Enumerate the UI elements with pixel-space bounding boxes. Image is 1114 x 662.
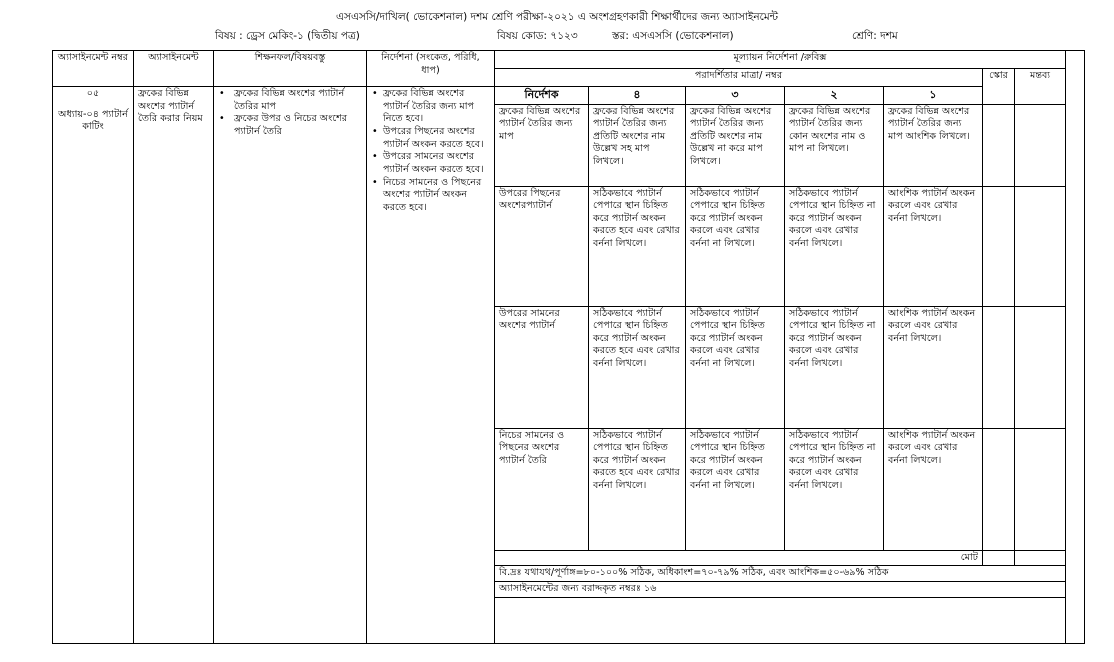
remark-cell	[1015, 306, 1066, 428]
remark-cell	[1015, 186, 1066, 306]
instruction-item: • নিচের সামনের ও পিছনের অংশের প্যাটার্ন অংকন করতে হবে।	[383, 177, 490, 215]
rubric-indicator: উপরের পিছনের অংশেরপ্যাটার্ন	[495, 186, 589, 306]
score-cell	[983, 306, 1015, 428]
total-label: মোট	[495, 550, 983, 566]
assignment-chapter: অধ্যায়-০৪ প্যাটার্ন কাটিং	[58, 108, 128, 133]
class-label: শ্রেণি: দশম	[852, 30, 898, 42]
allotted-marks: অ্যাসাইনমেন্টের জন্য বরাদ্দকৃত নম্বরঃ ১৬	[495, 582, 1066, 598]
col-assignment-no: অ্যাসাইনমেন্ট নম্বর	[53, 51, 134, 87]
score-2-header: ২	[785, 87, 884, 105]
level-label: স্তর: এসএসসি (ভোকেশনাল)	[612, 30, 734, 42]
col-score: স্কোর	[983, 69, 1015, 105]
rubric-score-2: সঠিকভাবে প্যাটার্ন পেপারে স্থান চিহ্নিত না করে প্যাটার্ন অংকন করলে এবং রেখার বর্ননা লিখলে।	[785, 428, 884, 550]
score-4-header: ৪	[589, 87, 686, 105]
rubric-score-1: আংশিক প্যাটার্ন অংকন করলে এবং রেখার বর্ননা লিখলে।	[884, 306, 983, 428]
right-margin-cell	[1066, 51, 1085, 644]
document-title: এসএসসি/দাখিল( ভোকেশনাল) দশম শ্রেণি পরীক্ষা-২০২১ এ অংশগ্রহণকারী শিক্ষার্থীদের জন্য অ্যাসাইনমেন্ট	[336, 11, 778, 23]
score-3-header: ৩	[686, 87, 785, 105]
rubric-score-2: সঠিকভাবে প্যাটার্ন পেপারে স্থান চিহ্নিত না করে প্যাটার্ন অংকন করলে এবং রেখার বর্ননা লিখলে।	[785, 306, 884, 428]
assignment-number-cell	[53, 87, 134, 644]
rubric-indicator: ফ্রকের বিভিন্ন অংশের প্যাটার্ন তৈরির জন্য মাপ	[495, 104, 589, 186]
score-1-header: ১	[884, 87, 983, 105]
rubric-score-4: সঠিকভাবে প্যাটার্ন পেপারে স্থান চিহ্নিত করে প্যাটার্ন অংকন করতে হবে এবং রেখার বর্ননা লিখলে।	[589, 428, 686, 550]
rubric-score-2: সঠিকভাবে প্যাটার্ন পেপারে স্থান চিহ্নিত না করে প্যাটার্ন অংকন করলে এবং রেখার বর্ননা লিখলে।	[785, 186, 884, 306]
rubric-score-4: সঠিকভাবে প্যাটার্ন পেপারে স্থান চিহ্নিত করে প্যাটার্ন অংকন করতে হবে এবং রেখার বর্ননা লিখলে।	[589, 306, 686, 428]
subject-name: বিষয় : ড্রেস মেকিং-১ (দ্বিতীয় পত্র)	[215, 30, 360, 42]
remark-cell	[1015, 104, 1066, 186]
subject-line	[0, 29, 1114, 45]
score-cell	[983, 104, 1015, 186]
rubric-score-1: আংশিক প্যাটার্ন অংকন করলে এবং রেখার বর্ননা লিখলে।	[884, 428, 983, 550]
total-score-cell	[983, 550, 1015, 566]
instructions-cell	[367, 87, 495, 644]
instruction-item: • উপরের সামনের অংশের প্যাটার্ন অংকন করতে হবে।	[383, 151, 490, 176]
learning-outcome-cell	[214, 87, 367, 644]
rubric-indicator: নিচের সামনের ও পিছনের অংশের প্যাটার্ন তৈরি	[495, 428, 589, 550]
instruction-item: • উপরের পিছনের অংশের প্যাটার্ন অংকন করতে হবে।	[383, 126, 490, 151]
col-assignment: অ্যাসাইনমেন্ট	[134, 51, 214, 87]
rubric-indicator: উপরের সামনের অংশের প্যাটার্ন	[495, 306, 589, 428]
subject-code: বিষয় কোড: ৭১২৩	[497, 30, 578, 42]
assignment-title: ফ্রকের বিভিন্ন অংশের প্যাটার্ন তৈরি করার নিয়ম	[134, 87, 214, 644]
outcome-item: • ফ্রকের বিভিন্ন অংশের প্যাটার্ন তৈরির মাপ	[234, 88, 362, 113]
score-cell	[983, 186, 1015, 306]
col-evaluation: মূল্যায়ন নির্দেশনা /রুবিক্স	[495, 51, 1066, 69]
indicator-header: নির্দেশক	[495, 87, 589, 105]
rubric-score-2: ফ্রকের বিভিন্ন অংশের প্যাটার্ন তৈরির জন্য কোন অংশের নাম ও মাপ না লিখলে।	[785, 104, 884, 186]
outcome-item: • ফ্রকের উপর ও নিচের অংশের প্যাটার্ন তৈরি	[234, 113, 362, 138]
rubric-score-3: সঠিকভাবে প্যাটার্ন পেপারে স্থান চিহ্নিত করে প্যাটার্ন অংকন করলে এবং রেখার বর্ননা না লিখলে।	[686, 428, 785, 550]
grading-note: বি.দ্রঃ যথাযথ/পূর্ণাঙ্গ=৮০-১০০% সঠিক, অধিকাংশ=৭০-৭৯% সঠিক, এবং আংশিক=৫০-৬৯% সঠিক	[495, 566, 1066, 582]
rubric-score-4: সঠিকভাবে প্যাটার্ন পেপারে স্থান চিহ্নিত করে প্যাটার্ন অংকন করতে হবে এবং রেখার বর্ননা লিখলে।	[589, 186, 686, 306]
instruction-item: • ফ্রকের বিভিন্ন অংশের প্যাটার্ন তৈরির জন্য মাপ নিতে হবে।	[383, 88, 490, 126]
rubric-score-4: ফ্রকের বিভিন্ন অংশের প্যাটার্ন তৈরির জন্য প্রতিটি অংশের নাম উল্লেখ সহ মাপ লিখলে।	[589, 104, 686, 186]
col-learning-outcome: শিক্ষনফল/বিষয়বস্তু	[214, 51, 367, 87]
assignment-number: ০৫	[86, 88, 100, 99]
col-remark: মন্তব্য	[1015, 69, 1066, 105]
assignment-table	[52, 50, 1085, 644]
rubric-score-1: আংশিক প্যাটার্ন অংকন করলে এবং রেখার বর্ননা লিখলে।	[884, 186, 983, 306]
col-level: পরাদর্শিতার মাত্রা/ নম্বর	[495, 69, 983, 87]
remark-cell	[1015, 428, 1066, 550]
rubric-score-1: ফ্রকের বিভিন্ন অংশের প্যাটার্ন তৈরির জন্য মাপ আংশিক লিখলে।	[884, 104, 983, 186]
col-instructions: নির্দেশনা (সংকেত, পরিধি, ধাপ)	[367, 51, 495, 87]
rubric-score-3: ফ্রকের বিভিন্ন অংশের প্যাটার্ন তৈরির জন্য প্রতিটি অংশের নাম উল্লেখ না করে মাপ লিখলে।	[686, 104, 785, 186]
score-cell	[983, 428, 1015, 550]
rubric-score-3: সঠিকভাবে প্যাটার্ন পেপারে স্থান চিহ্নিত করে প্যাটার্ন অংকন করলে এবং রেখার বর্ননা না লিখলে।	[686, 306, 785, 428]
total-remark-cell	[1015, 550, 1066, 566]
rubric-score-3: সঠিকভাবে প্যাটার্ন পেপারে স্থান চিহ্নিত করে প্যাটার্ন অংকন করলে এবং রেখার বর্ননা না লিখলে।	[686, 186, 785, 306]
blank-footer-cell	[495, 598, 1066, 644]
